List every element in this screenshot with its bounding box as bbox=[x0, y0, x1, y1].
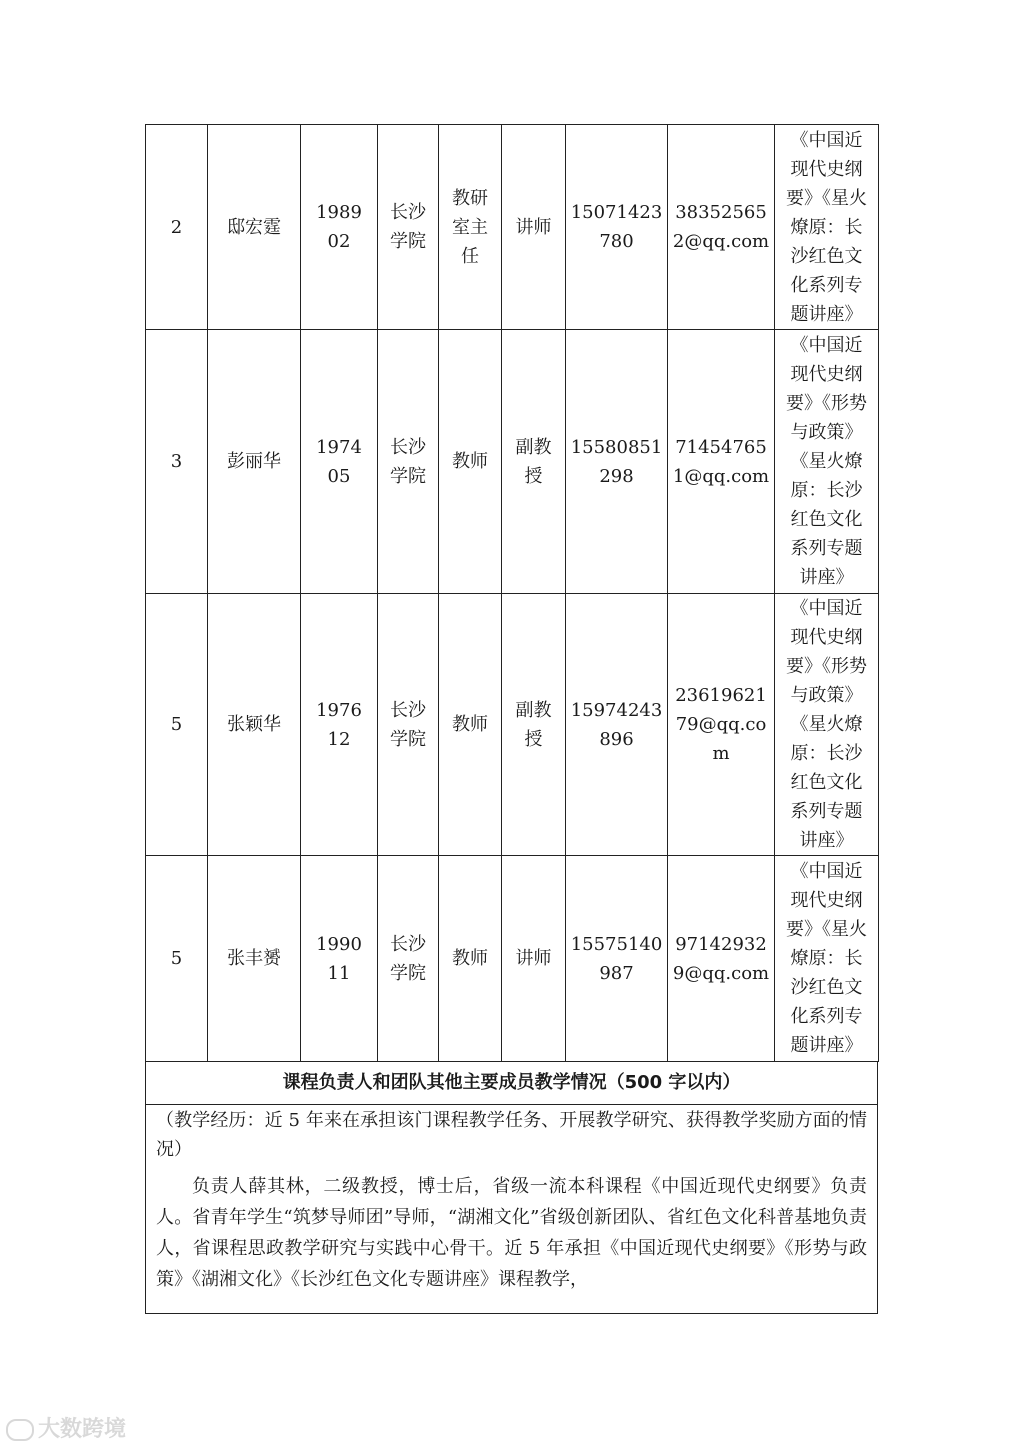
cell-birth: 1990 11 bbox=[301, 856, 378, 1062]
cell-unit: 长沙 学院 bbox=[378, 594, 439, 856]
cell-name: 彭丽华 bbox=[208, 330, 301, 594]
cell-title: 讲师 bbox=[502, 125, 566, 330]
cell-course: 《中国近 现代史纲 要》《星火 燎原：长 沙红色文 化系列专 题讲座》 bbox=[775, 856, 879, 1062]
section-body bbox=[145, 1104, 878, 1314]
cell-name: 邸宏霆 bbox=[208, 125, 301, 330]
section-note: （教学经历：近 5 年来在承担该门课程教学任务、开展教学研究、获得教学奖励方面的情况） bbox=[156, 1110, 867, 1160]
cell-name: 张颖华 bbox=[208, 594, 301, 856]
cell-no: 3 bbox=[146, 330, 208, 594]
cell-unit: 长沙 学院 bbox=[378, 856, 439, 1062]
cell-email: 38352565 2@qq.com bbox=[668, 125, 775, 330]
cell-phone: 15575140 987 bbox=[566, 856, 668, 1062]
section-paragraph: 负责人薛其林，二级教授，博士后，省级一流本科课程《中国近现代史纲要》负责人。省青年学生“筑梦导师团”导师，“湖湘文化”省级创新团队、省红色文化科普基地负责人，省课程思政教学研究与实践中心骨干。近 5 年承担《中国近现代史纲要》《形势与政策》《湖湘文化》《长沙红色文化专题讲座》课程教学， bbox=[156, 1176, 867, 1290]
cell-title: 副教 授 bbox=[502, 330, 566, 594]
cell-unit: 长沙 学院 bbox=[378, 125, 439, 330]
cell-email: 97142932 9@qq.com bbox=[668, 856, 775, 1062]
cell-title: 讲师 bbox=[502, 856, 566, 1062]
watermark bbox=[6, 1412, 126, 1443]
team-member-table bbox=[145, 124, 879, 1062]
cell-birth: 1989 02 bbox=[301, 125, 378, 330]
watermark-logo-icon bbox=[6, 1419, 34, 1441]
table-row bbox=[146, 856, 879, 1062]
cell-title: 副教 授 bbox=[502, 594, 566, 856]
cell-no: 2 bbox=[146, 125, 208, 330]
cell-email: 71454765 1@qq.com bbox=[668, 330, 775, 594]
cell-birth: 1976 12 bbox=[301, 594, 378, 856]
cell-post: 教师 bbox=[439, 594, 502, 856]
table-row bbox=[146, 594, 879, 856]
watermark-text: 大数跨境 bbox=[38, 1417, 127, 1442]
cell-phone: 15071423 780 bbox=[566, 125, 668, 330]
cell-course: 《中国近 现代史纲 要》《形势 与政策》 《星火燎 原：长沙 红色文化 系列专题 讲座》 bbox=[775, 594, 879, 856]
table-row bbox=[146, 125, 879, 330]
cell-phone: 15580851 298 bbox=[566, 330, 668, 594]
cell-post: 教研 室主 任 bbox=[439, 125, 502, 330]
cell-course: 《中国近 现代史纲 要》《星火 燎原：长 沙红色文 化系列专 题讲座》 bbox=[775, 125, 879, 330]
cell-birth: 1974 05 bbox=[301, 330, 378, 594]
cell-no: 5 bbox=[146, 856, 208, 1062]
table-row bbox=[146, 330, 879, 594]
section-title: 课程负责人和团队其他主要成员教学情况（500 字以内） bbox=[145, 1062, 878, 1105]
cell-post: 教师 bbox=[439, 856, 502, 1062]
cell-email: 23619621 79@qq.co m bbox=[668, 594, 775, 856]
cell-unit: 长沙 学院 bbox=[378, 330, 439, 594]
cell-name: 张丰赟 bbox=[208, 856, 301, 1062]
cell-course: 《中国近 现代史纲 要》《形势 与政策》 《星火燎 原：长沙 红色文化 系列专题 讲座》 bbox=[775, 330, 879, 594]
cell-phone: 15974243 896 bbox=[566, 594, 668, 856]
cell-post: 教师 bbox=[439, 330, 502, 594]
cell-no: 5 bbox=[146, 594, 208, 856]
